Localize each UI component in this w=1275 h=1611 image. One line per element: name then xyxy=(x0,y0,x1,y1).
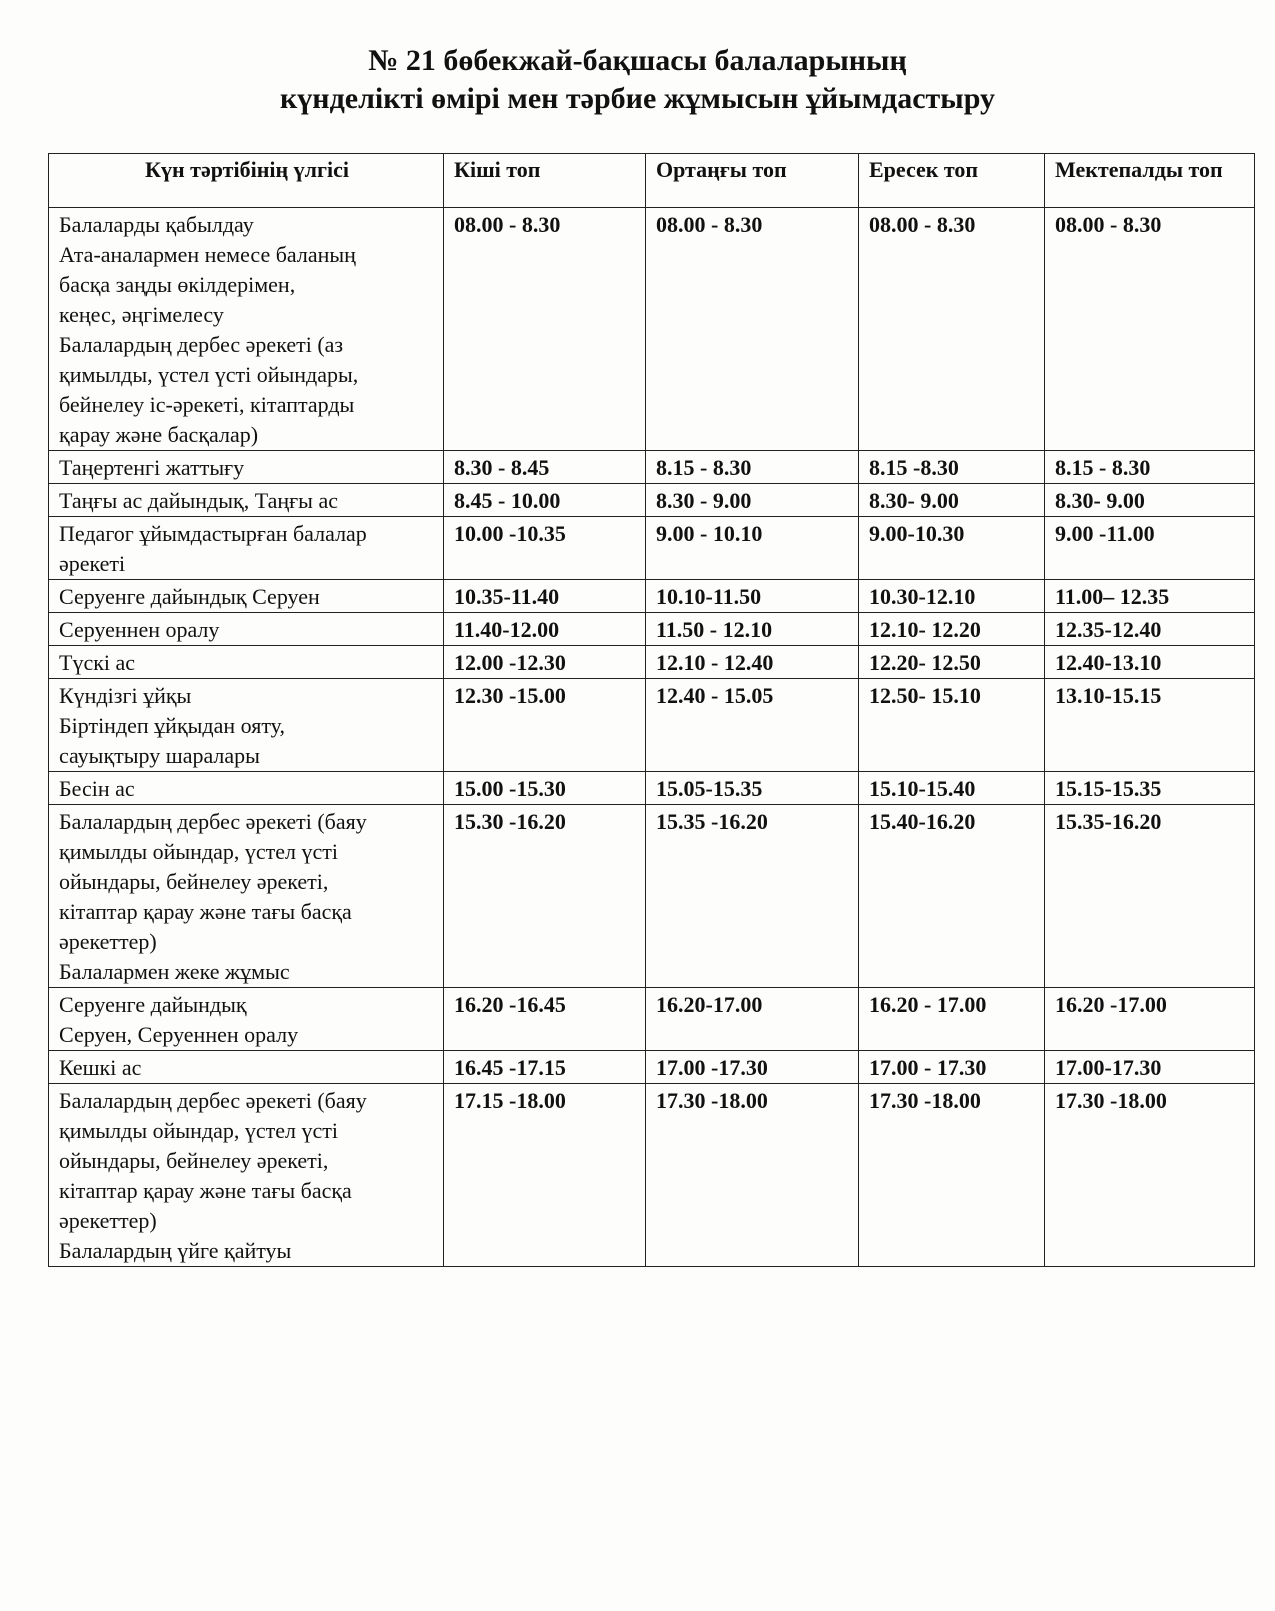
time-cell: 15.35 -16.20 xyxy=(646,805,859,988)
time-cell: 16.20 -17.00 xyxy=(1045,988,1255,1051)
activity-line: Күндізгі ұйқы xyxy=(59,683,192,708)
activity-line: Балалардың үйге қайтуы xyxy=(59,1238,292,1263)
time-cell: 8.30- 9.00 xyxy=(1045,484,1255,517)
time-cell: 8.45 - 10.00 xyxy=(444,484,646,517)
activity-line: Түскі ас xyxy=(59,650,136,675)
time-cell: 16.20 -16.45 xyxy=(444,988,646,1051)
title-line-2: күнделікті өмірі мен тәрбие жұмысын ұйымдастыру xyxy=(280,82,995,115)
table-row xyxy=(49,1051,1255,1084)
activity-cell xyxy=(49,208,444,451)
activity-line: Балалардың дербес әрекеті (баяу xyxy=(59,809,367,834)
header-row xyxy=(49,154,1255,208)
activity-line: қимылды ойындар, үстел үсті xyxy=(59,1118,339,1143)
table-row xyxy=(49,679,1255,772)
activity-cell xyxy=(49,613,444,646)
time-cell: 8.15 - 8.30 xyxy=(646,451,859,484)
activity-line: кітаптар қарау және тағы басқа xyxy=(59,899,352,924)
time-cell: 17.00 -17.30 xyxy=(646,1051,859,1084)
time-cell: 17.15 -18.00 xyxy=(444,1084,646,1267)
time-cell: 17.30 -18.00 xyxy=(1045,1084,1255,1267)
time-cell: 8.15 - 8.30 xyxy=(1045,451,1255,484)
activity-line: қимылды ойындар, үстел үсті xyxy=(59,839,339,864)
time-cell: 10.00 -10.35 xyxy=(444,517,646,580)
table-row xyxy=(49,613,1255,646)
time-cell: 08.00 - 8.30 xyxy=(444,208,646,451)
activity-cell xyxy=(49,484,444,517)
time-cell: 08.00 - 8.30 xyxy=(859,208,1045,451)
time-cell: 15.05-15.35 xyxy=(646,772,859,805)
time-cell: 11.40-12.00 xyxy=(444,613,646,646)
activity-cell xyxy=(49,805,444,988)
activity-line: бейнелеу іс-әрекеті, кітаптарды xyxy=(59,392,355,417)
activity-line: әрекеті xyxy=(59,551,126,576)
table-row xyxy=(49,484,1255,517)
time-cell: 13.10-15.15 xyxy=(1045,679,1255,772)
header-preschool-group: Мектепалды топ xyxy=(1045,154,1255,208)
activity-line: қарау және басқалар) xyxy=(59,422,259,447)
activity-line: кітаптар қарау және тағы басқа xyxy=(59,1178,352,1203)
time-cell: 12.40 - 15.05 xyxy=(646,679,859,772)
time-cell: 15.00 -15.30 xyxy=(444,772,646,805)
header-senior-group: Ересек топ xyxy=(859,154,1045,208)
activity-line: Таңғы ас дайындық, Таңғы ас xyxy=(59,488,338,513)
table-row xyxy=(49,580,1255,613)
activity-line: Балаларды қабылдау xyxy=(59,212,254,237)
activity-cell xyxy=(49,451,444,484)
header-middle-group: Ортаңғы топ xyxy=(646,154,859,208)
time-cell: 17.00 - 17.30 xyxy=(859,1051,1045,1084)
activity-line: Таңертенгі жаттығу xyxy=(59,455,245,480)
activity-line: Серуен, Серуеннен оралу xyxy=(59,1022,299,1047)
time-cell: 11.00– 12.35 xyxy=(1045,580,1255,613)
time-cell: 08.00 - 8.30 xyxy=(1045,208,1255,451)
activity-line: Ата-аналармен немесе баланың xyxy=(59,242,356,267)
activity-line: кеңес, әңгімелесу xyxy=(59,302,224,327)
time-cell: 15.35-16.20 xyxy=(1045,805,1255,988)
time-cell: 10.10-11.50 xyxy=(646,580,859,613)
time-cell: 16.45 -17.15 xyxy=(444,1051,646,1084)
activity-line: әрекеттер) xyxy=(59,1208,157,1233)
activity-cell xyxy=(49,580,444,613)
time-cell: 8.15 -8.30 xyxy=(859,451,1045,484)
table-row xyxy=(49,988,1255,1051)
activity-line: Біртіндеп ұйқыдан ояту, xyxy=(59,713,285,738)
table-row xyxy=(49,1084,1255,1267)
time-cell: 9.00 - 10.10 xyxy=(646,517,859,580)
time-cell: 10.35-11.40 xyxy=(444,580,646,613)
activity-line: басқа заңды өкілдерімен, xyxy=(59,272,296,297)
time-cell: 8.30 - 8.45 xyxy=(444,451,646,484)
activity-line: сауықтыру шаралары xyxy=(59,743,260,768)
time-cell: 12.50- 15.10 xyxy=(859,679,1045,772)
activity-line: Серуеннен оралу xyxy=(59,617,220,642)
activity-cell xyxy=(49,646,444,679)
time-cell: 15.40-16.20 xyxy=(859,805,1045,988)
time-cell: 9.00-10.30 xyxy=(859,517,1045,580)
time-cell: 8.30- 9.00 xyxy=(859,484,1045,517)
time-cell: 15.30 -16.20 xyxy=(444,805,646,988)
document-title xyxy=(0,42,1275,118)
time-cell: 9.00 -11.00 xyxy=(1045,517,1255,580)
activity-line: Балалардың дербес әрекеті (баяу xyxy=(59,1088,367,1113)
activity-line: қимылды, үстел үсті ойындары, xyxy=(59,362,359,387)
activity-line: Серуенге дайындық xyxy=(59,992,247,1017)
time-cell: 16.20-17.00 xyxy=(646,988,859,1051)
activity-line: Кешкі ас xyxy=(59,1055,142,1080)
time-cell: 12.30 -15.00 xyxy=(444,679,646,772)
activity-line: ойындары, бейнелеу әрекеті, xyxy=(59,1148,329,1173)
table-row xyxy=(49,646,1255,679)
activity-cell xyxy=(49,517,444,580)
time-cell: 12.00 -12.30 xyxy=(444,646,646,679)
table-row xyxy=(49,451,1255,484)
table-row xyxy=(49,208,1255,451)
time-cell: 15.15-15.35 xyxy=(1045,772,1255,805)
activity-line: Бесін ас xyxy=(59,776,135,801)
time-cell: 12.40-13.10 xyxy=(1045,646,1255,679)
time-cell: 17.30 -18.00 xyxy=(646,1084,859,1267)
time-cell: 12.35-12.40 xyxy=(1045,613,1255,646)
time-cell: 15.10-15.40 xyxy=(859,772,1045,805)
activity-line: Балалардың дербес әрекеті (аз xyxy=(59,332,344,357)
activity-cell xyxy=(49,1051,444,1084)
activity-cell xyxy=(49,679,444,772)
time-cell: 8.30 - 9.00 xyxy=(646,484,859,517)
title-line-1: № 21 бөбекжай-бақшасы балаларының xyxy=(368,44,907,77)
time-cell: 11.50 - 12.10 xyxy=(646,613,859,646)
time-cell: 10.30-12.10 xyxy=(859,580,1045,613)
time-cell: 17.00-17.30 xyxy=(1045,1051,1255,1084)
activity-cell xyxy=(49,988,444,1051)
time-cell: 17.30 -18.00 xyxy=(859,1084,1045,1267)
activity-cell xyxy=(49,772,444,805)
time-cell: 12.10 - 12.40 xyxy=(646,646,859,679)
activity-line: Балалармен жеке жұмыс xyxy=(59,959,290,984)
activity-line: ойындары, бейнелеу әрекеті, xyxy=(59,869,329,894)
table-row xyxy=(49,517,1255,580)
header-junior-group: Кіші топ xyxy=(444,154,646,208)
table-row xyxy=(49,805,1255,988)
activity-line: Серуенге дайындық Серуен xyxy=(59,584,320,609)
time-cell: 12.20- 12.50 xyxy=(859,646,1045,679)
time-cell: 16.20 - 17.00 xyxy=(859,988,1045,1051)
activity-line: әрекеттер) xyxy=(59,929,157,954)
header-schedule: Күн тәртібінің үлгісі xyxy=(49,154,444,208)
time-cell: 08.00 - 8.30 xyxy=(646,208,859,451)
activity-cell xyxy=(49,1084,444,1267)
table-row xyxy=(49,772,1255,805)
time-cell: 12.10- 12.20 xyxy=(859,613,1045,646)
activity-line: Педагог ұйымдастырған балалар xyxy=(59,521,367,546)
schedule-table xyxy=(48,153,1255,1267)
